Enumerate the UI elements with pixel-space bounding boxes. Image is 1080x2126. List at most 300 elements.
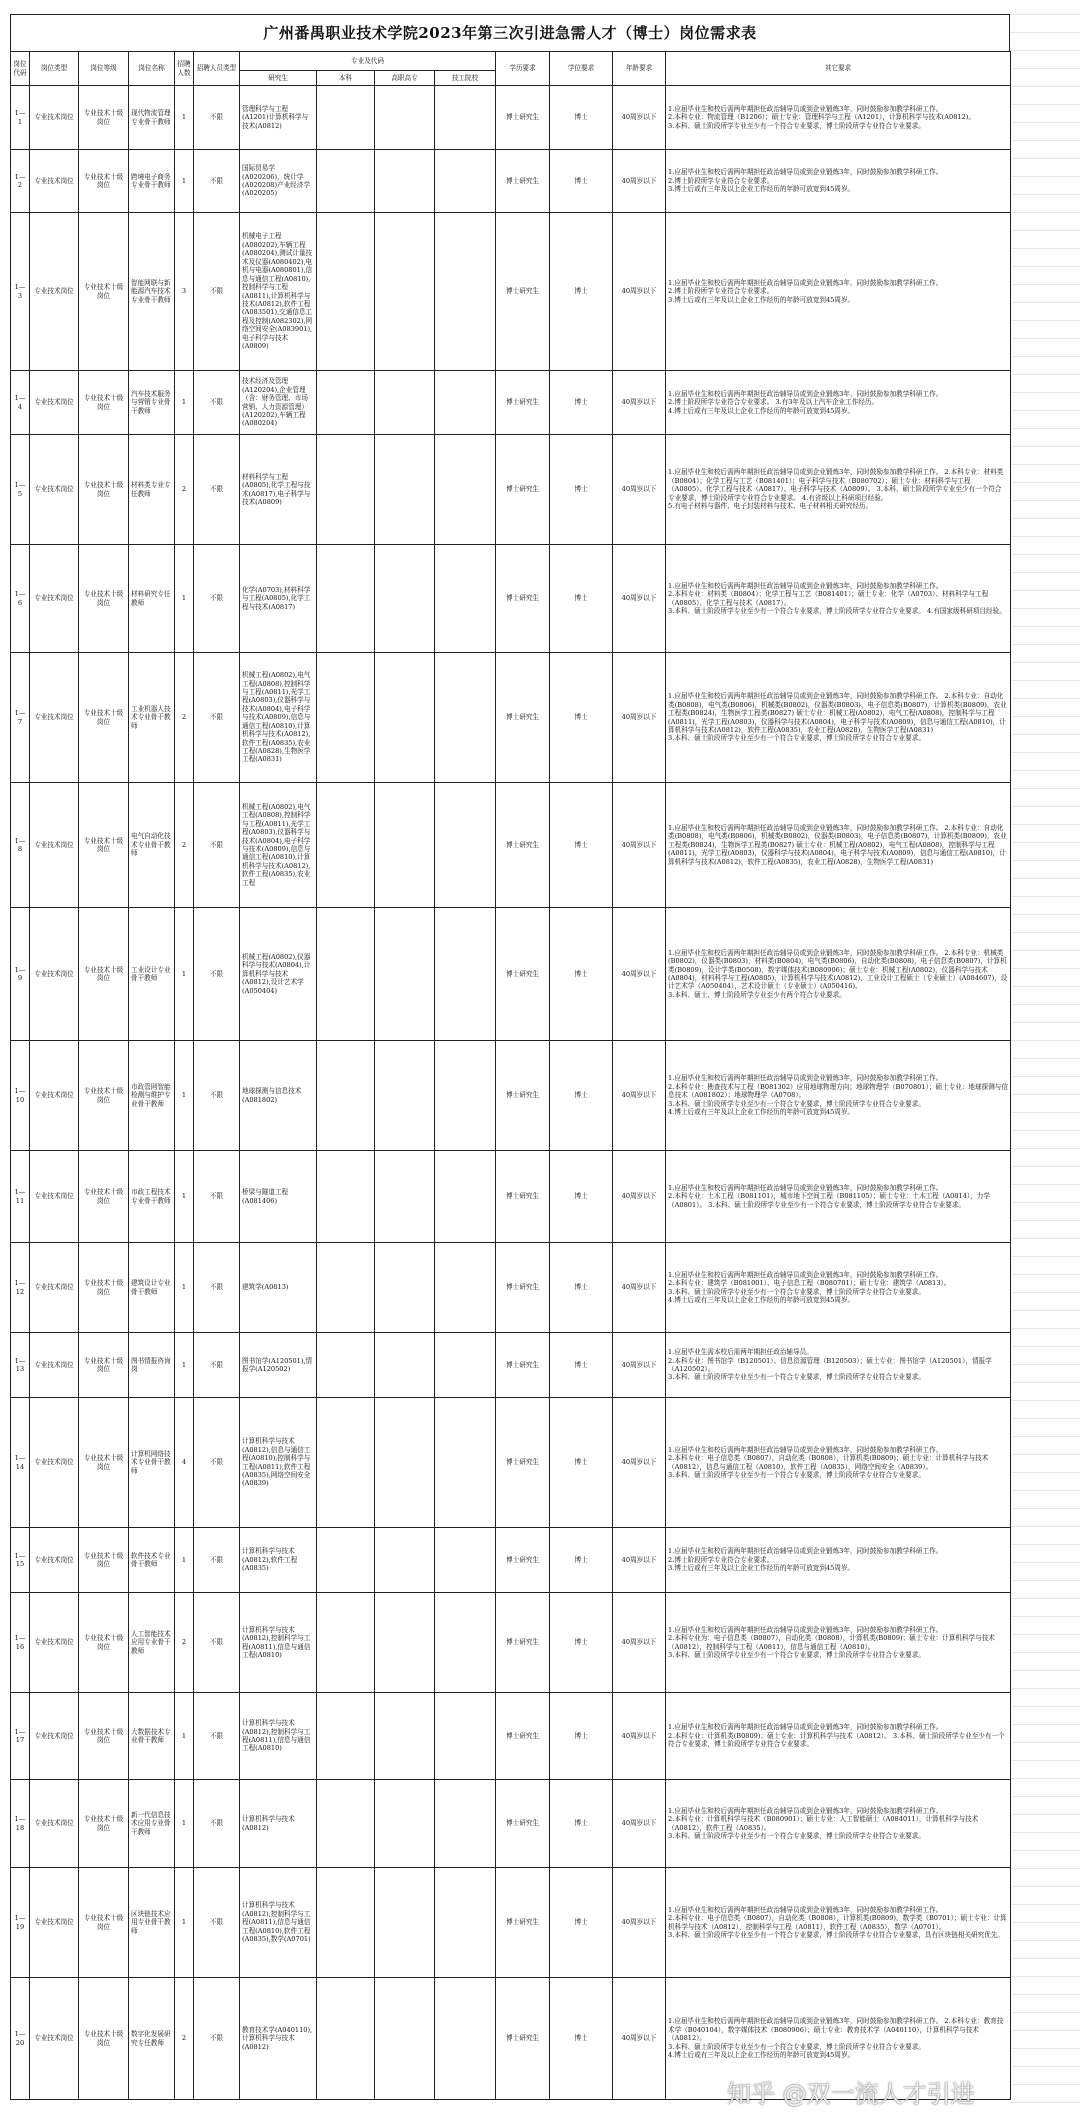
row-age: 40周岁以下 [613,1868,666,1978]
row-degree: 博士 [550,1333,613,1398]
row-edu: 博士研究生 [496,1693,550,1780]
row-target: 不限 [194,1528,240,1593]
row-other: 1.应届毕业生和校后需两年期担任政治辅导员或到企业锻炼3年，同时鼓励参加教学科研工作。 2.本科专业：自动化类(B0808)，电气类(B0806)，机械类(B0802)，仪器类(B0803)，电子信息类(B0807)，计算机类(B0809)，农业工程类(B0824)，生物医学工程类(B0827) 硕士专业：机械工程(A0802)，电气工程(A0808)，控制科学与工程(A0811)，光学工程(A0803)，仪器科学与技术(A0804)，电子科学与技术(A0809)，信息与通信工程(A0810)，计算机科学与技术(A0812)，软件工程(A0835)，农业工程(A0828)，生物医学工程(A0831) [666,783,1011,908]
row-higher-voc-major [375,86,435,150]
row-target: 不限 [194,213,240,371]
row-bachelor-major [317,1780,375,1868]
row-code: 1—11 [11,1151,30,1243]
row-grad-major: 计算机科学与技术(A0812) [240,1780,317,1868]
row-tech-school-major [435,435,496,545]
row-grade: 专业技术十级岗位 [79,86,129,150]
row-edu: 博士研究生 [496,435,550,545]
row-higher-voc-major [375,545,435,653]
row-tech-school-major [435,213,496,371]
row-edu: 博士研究生 [496,783,550,908]
row-grade: 专业技术十级岗位 [79,213,129,371]
row-age: 40周岁以下 [613,545,666,653]
row-code: 1—19 [11,1868,30,1978]
row-degree: 博士 [550,1243,613,1333]
row-grade: 专业技术十级岗位 [79,1868,129,1978]
row-category: 专业技术岗位 [30,545,79,653]
row-target: 不限 [194,1868,240,1978]
row-code: 1—3 [11,213,30,371]
row-edu: 博士研究生 [496,1978,550,2100]
row-bachelor-major [317,1398,375,1528]
row-category: 专业技术岗位 [30,1693,79,1780]
table-row [11,435,1011,545]
row-code: 1—4 [11,371,30,435]
row-category: 专业技术岗位 [30,653,79,783]
row-grad-major: 机械电子工程(A080202),车辆工程(A080204),测试计量技术及仪器(A080402),电机与电器(A080801),信息与通信工程(A0810),控制科学与工程(A0811),计算机科学与技术(A0812),软件工程(A083501),交通信息工程及控制(A082302),网络空间安全(A083901),电子科学与技术(A0809) [240,213,317,371]
row-grad-major: 技术经济及管理(A120204),企业管理（含：财务管理、市场营销、人力资源管理）(A120202),车辆工程(A080204) [240,371,317,435]
row-bachelor-major [317,783,375,908]
row-name: 人工智能技术应用专业骨干教师 [129,1593,175,1693]
row-code: 1—5 [11,435,30,545]
row-degree: 博士 [550,213,613,371]
row-grade: 专业技术十级岗位 [79,1041,129,1151]
row-target: 不限 [194,908,240,1041]
header-grade: 岗位等级 [79,52,129,86]
row-age: 40周岁以下 [613,1528,666,1593]
row-age: 40周岁以下 [613,435,666,545]
row-grad-major: 机械工程(A0802),仪器科学与技术(A0804),计算机科学与技术(A0812),设计艺术学(A050404) [240,908,317,1041]
header-count: 招聘人数 [175,52,194,86]
row-age: 40周岁以下 [613,213,666,371]
row-bachelor-major [317,653,375,783]
row-edu: 博士研究生 [496,653,550,783]
row-bachelor-major [317,150,375,213]
row-grade: 专业技术十级岗位 [79,1398,129,1528]
row-code: 1—18 [11,1780,30,1868]
row-tech-school-major [435,1978,496,2100]
row-category: 专业技术岗位 [30,150,79,213]
header-bachelor: 本科 [317,71,375,86]
table-row [11,1041,1011,1151]
row-category: 专业技术岗位 [30,783,79,908]
header-target: 招聘人员类型 [194,52,240,86]
row-code: 1—6 [11,545,30,653]
row-name: 市政管网智能检测与维护专业骨干教师 [129,1041,175,1151]
row-name: 市政工程技术专业骨干教师 [129,1151,175,1243]
row-name: 电气自动化技术专业骨干教师 [129,783,175,908]
row-count: 4 [175,1398,194,1528]
row-edu: 博士研究生 [496,86,550,150]
row-count: 1 [175,1243,194,1333]
row-age: 40周岁以下 [613,783,666,908]
row-name: 现代物流管理专业骨干教师 [129,86,175,150]
row-tech-school-major [435,1041,496,1151]
row-age: 40周岁以下 [613,371,666,435]
row-tech-school-major [435,545,496,653]
row-degree: 博士 [550,653,613,783]
row-count: 1 [175,1868,194,1978]
row-category: 专业技术岗位 [30,1398,79,1528]
row-grade: 专业技术十级岗位 [79,908,129,1041]
row-grade: 专业技术十级岗位 [79,150,129,213]
row-tech-school-major [435,908,496,1041]
row-bachelor-major [317,1333,375,1398]
header-category: 岗位类型 [30,52,79,86]
row-tech-school-major [435,86,496,150]
row-category: 专业技术岗位 [30,435,79,545]
row-degree: 博士 [550,1528,613,1593]
row-grade: 专业技术十级岗位 [79,371,129,435]
row-other: 1.应届毕业生和校后需两年期担任政治辅导员或到企业锻炼3年，同时鼓励参加教学科研工作。 2.博士阶段所学专业符合专业要求。 3.有3年及以上汽车企业工作经历。 4.博士后或有三年及以上企业工作经历的年龄可放宽到45周岁。 [666,371,1011,435]
position-table [10,51,1011,2100]
row-code: 1—10 [11,1041,30,1151]
row-grad-major: 机械工程(A0802),电气工程(A0808),控制科学与工程(A0811),光学工程(A0803),仪器科学与技术(A0804),电子科学与技术(A0809),信息与通信工程(A0810),计算机科学与技术(A0812),软件工程(A0835),农业工程(A0828),生物医学工程(A0831) [240,653,317,783]
row-tech-school-major [435,1151,496,1243]
row-other: 1.应届毕业生和校后需两年期担任政治辅导员或到企业锻炼3年，同时鼓励参加教学科研工作。 2.本科专业：电子信息类（B0807），自动化类（B0808），计算机类(B0809)；硕士专业：计算机科学与技术（A0812），信息与通信工程（A0810），软件工程（A0835），网络空间安全（A0839）。 3.本科、硕士阶段所学专业至少有一个符合专业要求，博士阶段所学专业符合专业要求。 [666,1398,1011,1528]
row-grade: 专业技术十级岗位 [79,545,129,653]
table-row [11,1693,1011,1780]
row-grade: 专业技术十级岗位 [79,1528,129,1593]
row-target: 不限 [194,371,240,435]
row-tech-school-major [435,1693,496,1780]
row-tech-school-major [435,1780,496,1868]
row-bachelor-major [317,1041,375,1151]
row-grade: 专业技术十级岗位 [79,1151,129,1243]
row-edu: 博士研究生 [496,1243,550,1333]
row-code: 1—20 [11,1978,30,2100]
row-target: 不限 [194,1151,240,1243]
row-age: 40周岁以下 [613,1593,666,1693]
row-edu: 博士研究生 [496,545,550,653]
row-count: 2 [175,1593,194,1693]
row-degree: 博士 [550,1151,613,1243]
row-grade: 专业技术十级岗位 [79,1780,129,1868]
row-name: 数字化发展研究专任教师 [129,1978,175,2100]
row-bachelor-major [317,1593,375,1693]
table-row [11,1398,1011,1528]
header-edu: 学历要求 [496,52,550,86]
row-grad-major: 化学(A0703),材料科学与工程(A0805),化学工程与技术(A0817) [240,545,317,653]
row-category: 专业技术岗位 [30,1593,79,1693]
table-body [11,86,1011,2100]
row-tech-school-major [435,150,496,213]
row-other: 1.应届毕业生和校后需两年期担任政治辅导员或到企业锻炼3年，同时鼓励参加教学科研工作。 2.博士阶段所学专业符合专业要求。 3.博士后或有三年及以上企业工作经历的年龄可放宽到45周岁。 [666,150,1011,213]
row-count: 1 [175,86,194,150]
page-title: 广州番禺职业技术学院2023年第三次引进急需人才（博士）岗位需求表 [10,14,1010,51]
row-target: 不限 [194,150,240,213]
table-row [11,1593,1011,1693]
row-name: 材料研究专任教师 [129,545,175,653]
table-row [11,545,1011,653]
row-edu: 博士研究生 [496,371,550,435]
row-tech-school-major [435,371,496,435]
row-grad-major: 计算机科学与技术(A0812),软件工程(A0835) [240,1528,317,1593]
row-age: 40周岁以下 [613,86,666,150]
row-bachelor-major [317,545,375,653]
row-grade: 专业技术十级岗位 [79,435,129,545]
row-count: 1 [175,1693,194,1780]
row-age: 40周岁以下 [613,1333,666,1398]
row-bachelor-major [317,371,375,435]
row-higher-voc-major [375,1528,435,1593]
row-category: 专业技术岗位 [30,1868,79,1978]
row-category: 专业技术岗位 [30,1041,79,1151]
row-other: 1.应届毕业生和校后需两年期担任政治辅导员或到企业锻炼3年，同时鼓励参加教学科研工作。 2.本科专业：物流管理（B1206）；硕士专业：管理科学与工程（A1201），计算机科学与技术(A0812)。 3.本科、硕士阶段所学专业至少有一个符合专业要求，博士阶段所学专业符合专业要求。 [666,86,1011,150]
row-count: 1 [175,1151,194,1243]
row-grad-major: 地球探测与信息技术(A081802) [240,1041,317,1151]
row-target: 不限 [194,1693,240,1780]
header-row [11,52,1011,71]
row-grad-major: 建筑学(A0813) [240,1243,317,1333]
header-major-group: 专业及代码 [240,52,496,71]
row-name: 软件技术专业骨干教师 [129,1528,175,1593]
row-edu: 博士研究生 [496,1528,550,1593]
row-grad-major: 管理科学与工程(A1201)计算机科学与技术(A0812) [240,86,317,150]
row-grad-major: 机械工程(A0802),电气工程(A0808),控制科学与工程(A0811),光学工程(A0803),仪器科学与技术(A0804),电子科学与技术(A0809),信息与通信工程(A0810),计算机科学与技术(A0812),软件工程(A0835),农业工程 [240,783,317,908]
row-code: 1—8 [11,783,30,908]
header-code: 岗位代码 [11,52,30,86]
row-degree: 博士 [550,1593,613,1693]
row-other: 1.应届毕业生和校后需两年期担任政治辅导员或到企业锻炼3年，同时鼓励参加教学科研工作。 2.本科专业：电子信息类（B0807），自动化类（B0808），计算机类(B0809)，数学类（B0701）；硕士专业：计算机科学与技术（A0812），控制科学与工程（A0811），软件工程（A0835），数学（A0701）。 3.本科、硕士阶段所学专业至少有一个符合专业要求，博士阶段所学专业符合专业要求，具有区块链相关研究优先。 [666,1868,1011,1978]
row-degree: 博士 [550,1693,613,1780]
header-grad: 研究生 [240,71,317,86]
header-other: 其它要求 [666,52,1011,86]
row-higher-voc-major [375,653,435,783]
row-age: 40周岁以下 [613,1398,666,1528]
row-name: 图书情报咨询岗 [129,1333,175,1398]
row-grad-major: 材料科学与工程(A0805),化学工程与技术(A0817),电子科学与技术(A0809) [240,435,317,545]
row-degree: 博士 [550,783,613,908]
row-degree: 博士 [550,371,613,435]
row-higher-voc-major [375,1151,435,1243]
row-bachelor-major [317,86,375,150]
row-higher-voc-major [375,150,435,213]
table-row [11,783,1011,908]
row-edu: 博士研究生 [496,150,550,213]
row-age: 40周岁以下 [613,1780,666,1868]
row-tech-school-major [435,1398,496,1528]
row-higher-voc-major [375,1593,435,1693]
row-degree: 博士 [550,1978,613,2100]
row-grad-major: 图书馆学(A120501),情报学(A120502) [240,1333,317,1398]
row-grad-major: 国际贸易学(A020206)，统计学(A020208)产业经济学(A020205) [240,150,317,213]
row-other: 1.应届毕业生和校后需两年期担任政治辅导员或到企业锻炼3年，同时鼓励参加教学科研工作。 2.本科专业：材料类（B0804）；化学工程与工艺（B081401）；硕士专业：化学（A0703）、材料科学与工程（A0805）、化学工程与技术（A0817）。 3.本科、硕士阶段所学专业至少有一个符合专业要求，博士阶段所学专业符合专业要求。 4.有国家级科研项目经验。 [666,545,1011,653]
row-target: 不限 [194,783,240,908]
table-row [11,653,1011,783]
row-name: 新一代信息技术应用专业骨干教师 [129,1780,175,1868]
row-degree: 博士 [550,545,613,653]
row-target: 不限 [194,435,240,545]
row-count: 2 [175,653,194,783]
row-bachelor-major [317,1243,375,1333]
row-tech-school-major [435,653,496,783]
table-row [11,1151,1011,1243]
table-row [11,1868,1011,1978]
row-count: 1 [175,1528,194,1593]
row-edu: 博士研究生 [496,1151,550,1243]
row-edu: 博士研究生 [496,1593,550,1693]
row-code: 1—9 [11,908,30,1041]
row-other: 1.应届毕业生需本校后需两年期担任政治辅导员。 2.本科专业：图书馆学（B120501）、信息资源管理（B120503）；硕士专业：图书馆学（A120501），情报学（A120502）。 3.本科、硕士阶段所学专业至少有一个符合专业要求，博士阶段所学专业符合专业要求。 [666,1333,1011,1398]
row-grade: 专业技术十级岗位 [79,1978,129,2100]
row-other: 1.应届毕业生和校后需两年期担任政治辅导员或到企业锻炼3年，同时鼓励参加教学科研工作。 2.本科专业：计算机科学与技术（B080901）；硕士专业：人工智能硕士（A084011），计算机科学与技术（A0812），软件工程（A0835）。 3.本科、硕士阶段所学专业至少有一个符合专业要求，博士阶段所学专业符合专业要求。 [666,1780,1011,1868]
row-target: 不限 [194,1041,240,1151]
row-higher-voc-major [375,1041,435,1151]
row-name: 汽车技术服务与营销专业骨干教师 [129,371,175,435]
row-higher-voc-major [375,1693,435,1780]
row-name: 智能网联与新能源汽车技术专业骨干教师 [129,213,175,371]
row-category: 专业技术岗位 [30,213,79,371]
row-category: 专业技术岗位 [30,908,79,1041]
row-other: 1.应届毕业生和校后需两年期担任政治辅导员或到企业锻炼3年，同时鼓励参加教学科研工作。 2.本科专业：机械类(B0802)，仪器类(B0803)，材料类(B0804)，电气类(B0806)，自动化类(B0808)，电子信息类(B0807)，计算机类(B0809)，设计学类(B0508)，数字媒体技术(B080906)；硕士专业：机械工程(A0802)，仪器科学与技术(A0804)，材料科学与工程(A0805)，计算机科学与技术(A0812)，工业设计工程硕士（专业硕士）(A084607)，设计艺术学（A050404），艺术设计硕士（专业硕士）(A050416)。 3.本科、硕士、博士阶段所学专业至少有两个符合专业要求。 [666,908,1011,1041]
row-code: 1—15 [11,1528,30,1593]
row-higher-voc-major [375,371,435,435]
header-higher-voc: 高职高专 [375,71,435,86]
row-higher-voc-major [375,1780,435,1868]
row-code: 1—12 [11,1243,30,1333]
row-bachelor-major [317,435,375,545]
row-edu: 博士研究生 [496,908,550,1041]
row-bachelor-major [317,908,375,1041]
row-name: 区块链技术应用专业骨干教师 [129,1868,175,1978]
row-target: 不限 [194,653,240,783]
table-row [11,1780,1011,1868]
row-category: 专业技术岗位 [30,1528,79,1593]
row-age: 40周岁以下 [613,1693,666,1780]
row-name: 大数据技术专业骨干教师 [129,1693,175,1780]
row-other: 1.应届毕业生和校后需两年期担任政治辅导员或到企业锻炼3年，同时鼓励参加教学科研工作。 2.本科专业：勘查技术与工程（B081302）应用地球物理方向；地球物理学（B070801）；硕士专业：地球探测与信息技术（A081802）；地球物理学（A0708）。 3.本科、硕士阶段所学专业至少有一个符合专业要求，博士阶段所学专业符合专业要求。 4.博士后或有三年及以上企业工作经历的年龄可放宽到45周岁。 [666,1041,1011,1151]
row-code: 1—2 [11,150,30,213]
row-age: 40周岁以下 [613,1151,666,1243]
row-other: 1.应届毕业生和校后需两年期担任政治辅导员或到企业锻炼3年，同时鼓励参加教学科研工作。 2.本科专业为：电子信息类（B0807），自动化类（B0808），计算机类(B0809)；硕士专业：计算机科学与技术（A0812），控制科学与工程（A0811），信息与通信工程（A0810）。 3.本科、硕士阶段所学专业至少有一个符合专业要求，博士阶段所学专业符合专业要求。 [666,1593,1011,1693]
row-target: 不限 [194,1398,240,1528]
header-degree: 学位要求 [550,52,613,86]
row-tech-school-major [435,1528,496,1593]
row-edu: 博士研究生 [496,213,550,371]
row-code: 1—1 [11,86,30,150]
row-tech-school-major [435,1593,496,1693]
row-edu: 博士研究生 [496,1780,550,1868]
header-name: 岗位名称 [129,52,175,86]
row-other: 1.应届毕业生和校后需两年期担任政治辅导员或到企业锻炼3年，同时鼓励参加教学科研工作。 2.本科专业：教育技术学（B040104），数字媒体技术（B080906）；硕士专业：教育技术学（A040110），计算机科学与技术（A0812）。 3.本科、硕士阶段所学专业至少有一个符合专业要求，博士阶段所学专业符合专业要求。 4.博士后或有三年及以上企业工作经历的年龄可放宽到45周岁。 [666,1978,1011,2100]
row-other: 1.应届毕业生和校后需两年期担任政治辅导员或到企业锻炼3年，同时鼓励参加教学科研工作。 2.博士阶段所学专业符合专业要求。 3.博士后或有三年及以上企业工作经历的年龄可放宽到45周岁。 [666,213,1011,371]
row-grade: 专业技术十级岗位 [79,1333,129,1398]
row-edu: 博士研究生 [496,1333,550,1398]
row-grade: 专业技术十级岗位 [79,783,129,908]
spreadsheet-background-grid [1010,14,1080,2114]
table-row [11,213,1011,371]
row-count: 1 [175,545,194,653]
row-code: 1—17 [11,1693,30,1780]
row-other: 1.应届毕业生和校后需两年期担任政治辅导员或到企业锻炼3年，同时鼓励参加教学科研工作。 2.本科专业：土木工程（B081101），城市地下空间工程（B081105）；硕士专业：土木工程（A0814），力学（A0801）。 3.本科、硕士阶段所学专业至少有一个符合专业要求，博士阶段所学专业符合专业要求。 [666,1151,1011,1243]
table-row [11,1243,1011,1333]
row-age: 40周岁以下 [613,1978,666,2100]
header-tech-school: 技工院校 [435,71,496,86]
row-degree: 博士 [550,1041,613,1151]
row-category: 专业技术岗位 [30,86,79,150]
row-tech-school-major [435,783,496,908]
header-age: 年龄要求 [613,52,666,86]
table-row [11,371,1011,435]
row-age: 40周岁以下 [613,150,666,213]
row-higher-voc-major [375,1978,435,2100]
row-grade: 专业技术十级岗位 [79,1593,129,1693]
row-age: 40周岁以下 [613,1041,666,1151]
row-count: 1 [175,1041,194,1151]
row-grade: 专业技术十级岗位 [79,653,129,783]
row-tech-school-major [435,1868,496,1978]
row-other: 1.应届毕业生和校后需两年期担任政治辅导员或到企业锻炼3年，同时鼓励参加教学科研工作。 2.本科专业：材料类（B0804）；化学工程与工艺（B081401）；电子科学与技术（B080702）；硕士专业：材料科学与工程（A0805）、化学工程与技术（A0817）、电子科学与技术（A0809）。 3.本科、硕士阶段所学专业至少有一个符合专业要求，博士阶段所学专业符合专业要求。 4.有省级以上科研项目经验。 5.有电子材料与器件、电子封装材料与技术、电子材料相关研究经历。 [666,435,1011,545]
watermark: 知乎 @双一流人才引进 [727,2080,975,2108]
row-target: 不限 [194,545,240,653]
row-count: 1 [175,371,194,435]
row-grad-major: 计算机科学与技术(A0812),控制科学与工程(A0811),信息与通信工程(A0810),软件工程(A0835),数学(A0701) [240,1868,317,1978]
row-bachelor-major [317,1868,375,1978]
row-count: 1 [175,908,194,1041]
row-name: 工业机器人技术专业骨干教师 [129,653,175,783]
row-higher-voc-major [375,783,435,908]
row-grade: 专业技术十级岗位 [79,1693,129,1780]
row-tech-school-major [435,1243,496,1333]
row-bachelor-major [317,213,375,371]
row-name: 建筑设计专业骨干教师 [129,1243,175,1333]
row-degree: 博士 [550,1868,613,1978]
row-target: 不限 [194,1780,240,1868]
table-row [11,1333,1011,1398]
row-count: 2 [175,1978,194,2100]
row-code: 1—13 [11,1333,30,1398]
row-higher-voc-major [375,1333,435,1398]
row-name: 工业设计专业骨干教师 [129,908,175,1041]
row-bachelor-major [317,1978,375,2100]
row-category: 专业技术岗位 [30,1333,79,1398]
row-higher-voc-major [375,1868,435,1978]
row-grad-major: 计算机科学与技术(A0812),信息与通信工程(A0810),控制科学与工程(A0811),软件工程(A0835),网络空间安全(A0839) [240,1398,317,1528]
row-target: 不限 [194,1333,240,1398]
row-count: 1 [175,1780,194,1868]
row-age: 40周岁以下 [613,908,666,1041]
row-code: 1—16 [11,1593,30,1693]
row-name: 材料类专业专任教师 [129,435,175,545]
row-other: 1.应届毕业生和校后需两年期担任政治辅导员或到企业锻炼3年，同时鼓励参加教学科研工作。 2.博士阶段所学专业符合专业要求。 3.博士后或有三年及以上企业工作经历的年龄可放宽到45周岁。 [666,1528,1011,1593]
row-other: 1.应届毕业生和校后需两年期担任政治辅导员或到企业锻炼3年，同时鼓励参加教学科研工作。 2.本科专业：自动化类(B0808)，电气类(B0806)，机械类(B0802)，仪器类(B0803)，电子信息类(B0807)，计算机类(B0809)，农业工程类(B0824)，生物医学工程类(B0827) 硕士专业：机械工程(A0802)，电气工程(A0808)，控制科学与工程(A0811)，光学工程(A0803)，仪器科学与技术(A0804)，电子科学与技术(A0809)，信息与通信工程(A0810)，计算机科学与技术(A0812)，软件工程(A0835)，农业工程(A0828)，生物医学工程(A0831) 3.本科、硕士阶段所学专业至少有一个符合专业要求，博士阶段所学专业符合专业要求。 [666,653,1011,783]
row-code: 1—7 [11,653,30,783]
row-edu: 博士研究生 [496,1041,550,1151]
row-grad-major: 计算机科学与技术(A0812),控制科学与工程(A0811),信息与通信工程(A0810) [240,1593,317,1693]
row-degree: 博士 [550,435,613,545]
row-degree: 博士 [550,150,613,213]
row-degree: 博士 [550,1398,613,1528]
row-higher-voc-major [375,908,435,1041]
row-edu: 博士研究生 [496,1868,550,1978]
row-target: 不限 [194,1978,240,2100]
row-category: 专业技术岗位 [30,371,79,435]
row-higher-voc-major [375,1398,435,1528]
row-category: 专业技术岗位 [30,1151,79,1243]
row-bachelor-major [317,1693,375,1780]
row-category: 专业技术岗位 [30,1243,79,1333]
row-count: 1 [175,1333,194,1398]
table-row [11,1528,1011,1593]
row-count: 3 [175,213,194,371]
row-tech-school-major [435,1333,496,1398]
row-name: 跨境电子商务专业骨干教师 [129,150,175,213]
row-higher-voc-major [375,1243,435,1333]
row-age: 40周岁以下 [613,1243,666,1333]
row-target: 不限 [194,1593,240,1693]
row-higher-voc-major [375,213,435,371]
table-row [11,908,1011,1041]
row-degree: 博士 [550,908,613,1041]
row-grade: 专业技术十级岗位 [79,1243,129,1333]
row-degree: 博士 [550,1780,613,1868]
row-higher-voc-major [375,435,435,545]
row-grad-major: 计算机科学与技术(A0812),控制科学与工程(A0811),信息与通信工程(A0810) [240,1693,317,1780]
